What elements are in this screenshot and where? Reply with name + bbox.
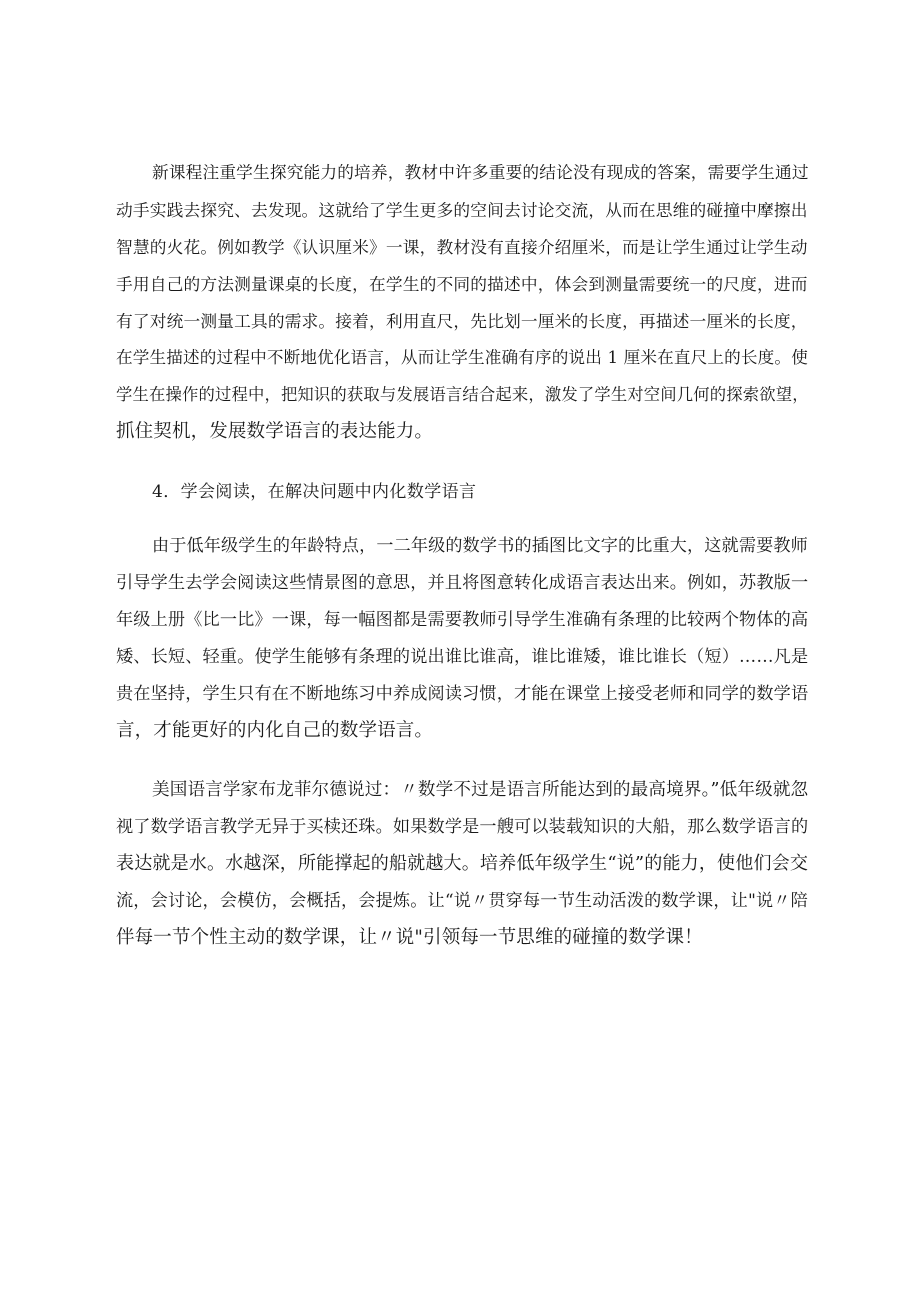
paragraph-1-line-7: 学生在操作的过程中，把知识的获取与发展语言结合起来，激发了学生对空间几何的探索欲望，: [116, 385, 809, 404]
paragraph-3-line-5: 伴每一节个性主动的数学课，让〃说"引领每一节思维的碰撞的数学课！: [116, 927, 703, 948]
paragraph-1-line-2: 动手实践去探究、去发现。这就给了学生更多的空间去讨论交流，从而在思维的碰撞中摩擦出: [116, 200, 808, 220]
paragraph-2-line-3: 年级上册《比一比》一课，每一幅图都是需要教师引导学生准确有条理的比较两个物体的高: [116, 610, 809, 630]
paragraph-1-line-4: 手用自己的方法测量课桌的长度，在学生的不同的描述中，体会到测量需要统一的尺度，进而: [116, 274, 808, 294]
paragraph-1-line-3: 智慧的火花。例如教学《认识厘米》一课，教材没有直接介绍厘米，而是让学生通过让学生动: [116, 237, 808, 257]
paragraph-1-line-5: 有了对统一测量工具的需求。接着，利用直尺，先比划一厘米的长度，再描述一厘米的长度，: [116, 311, 808, 331]
paragraph-3-line-3: 表达就是水。水越深，所能撑起的船就越大。培养低年级学生“说”的能力，使他们会交: [116, 853, 809, 874]
paragraph-3-line-1: 美国语言学家布龙菲尔德说过：〃数学不过是语言所能达到的最高境界。”低年级就忽: [152, 780, 809, 800]
paragraph-1-line-1: 新课程注重学生探究能力的培养，教材中许多重要的结论没有现成的答案，需要学生通过: [152, 163, 809, 182]
paragraph-2-line-4: 矮、长短、轻重。使学生能够有条理的说出谁比谁高，谁比谁矮，谁比谁长（短）……凡是: [116, 647, 809, 667]
section-number: 4: [152, 482, 164, 502]
paragraph-2-line-6: 言，才能更好的内化自己的数学语言。: [116, 720, 434, 741]
paragraph-3-line-2: 视了数学语言教学无异于买椟还珠。如果数学是一艘可以装载知识的大船，那么数学语言的: [116, 817, 809, 837]
section-title: ．学会阅读，在解决问题中内化数学语言: [163, 482, 477, 502]
section-heading: [152, 480, 476, 504]
paragraph-2-line-1: 由于低年级学生的年龄特点，一二年级的数学书的插图比文字的比重大，这就需要教师: [152, 536, 808, 556]
paragraph-1-line-6: 在学生描述的过程中不断地优化语言，从而让学生准确有序的说出 1 厘米在直尺上的长度。使: [116, 348, 808, 367]
paragraph-2-line-5: 贵在坚持，学生只有在不断地练习中养成阅读习惯，才能在课堂上接受老师和同学的数学语: [116, 684, 809, 704]
paragraph-2-line-2: 引导学生去学会阅读这些情景图的意思，并且将图意转化成语言表达出来。例如，苏教版一: [116, 573, 809, 593]
paragraph-3-line-4: 流，会讨论，会模仿，会概括，会提炼。让“说〃贯穿每一节生动活泼的数学课，让"说〃陪: [116, 891, 808, 911]
paragraph-1-line-8: 抓住契机，发展数学语言的表达能力。: [116, 421, 434, 442]
